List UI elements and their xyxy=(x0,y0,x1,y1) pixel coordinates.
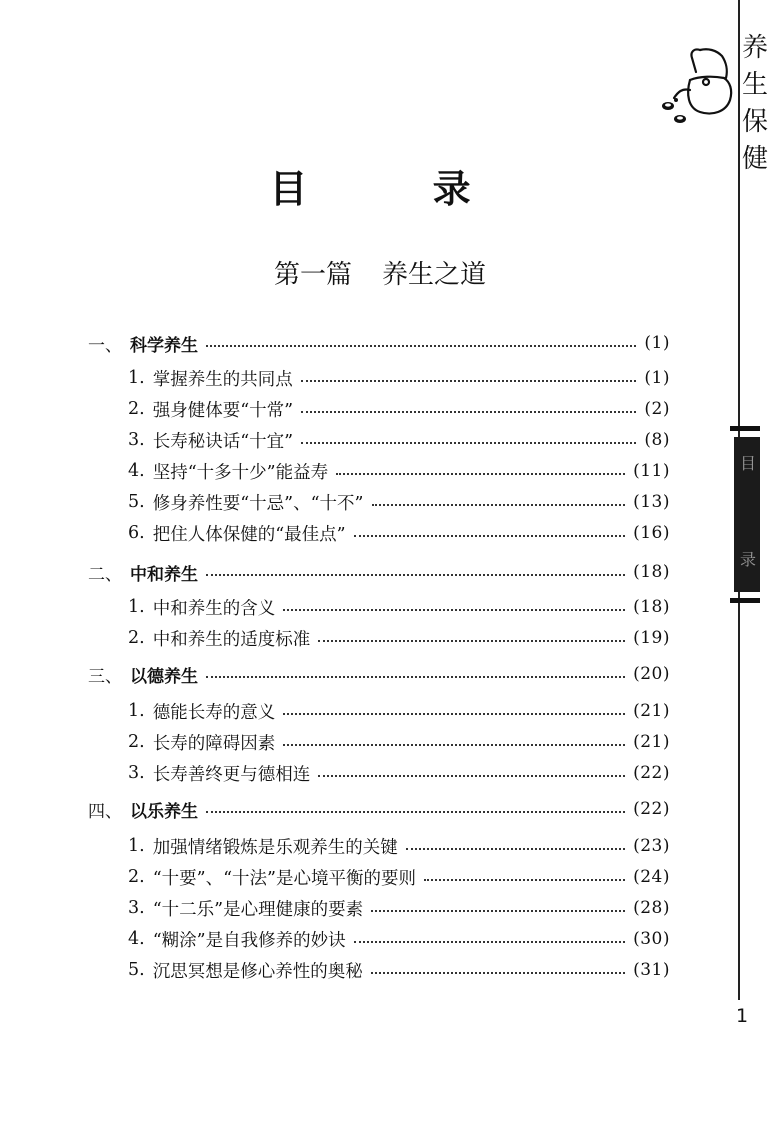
toc-entry-number: 三、 xyxy=(88,666,122,687)
toc-dot-leader xyxy=(206,345,636,347)
toc-dot-leader xyxy=(301,411,636,413)
spine-tab-char: 录 xyxy=(740,550,757,569)
spine-bar-top xyxy=(730,426,760,431)
toc-entry-title: 中和养生的适度标准 xyxy=(152,629,311,650)
toc-dot-leader xyxy=(354,941,625,943)
toc-dot-leader xyxy=(406,848,625,850)
toc-entry-number: 3. xyxy=(128,763,145,783)
toc-entry-page: (2) xyxy=(644,399,670,419)
toc-subsection-entry xyxy=(128,958,670,982)
toc-entry-page: (16) xyxy=(633,523,670,543)
toc-subsection-entry xyxy=(128,761,670,785)
toc-dot-leader xyxy=(283,609,625,611)
toc-section-entry xyxy=(88,560,670,584)
toc-dot-leader xyxy=(283,713,625,715)
toc-entry-number: 5. xyxy=(128,492,145,512)
toc-entry-page: (22) xyxy=(633,799,670,819)
toc-entry-page: (30) xyxy=(633,929,670,949)
toc-subsection-entry xyxy=(128,730,670,754)
toc-subsection-entry xyxy=(128,397,670,421)
toc-entry-title: “十要”、“十法”是心境平衡的要则 xyxy=(152,868,416,889)
toc-entry-page: (23) xyxy=(633,836,670,856)
toc-entry-number: 3. xyxy=(128,898,145,918)
toc-entry-page: (1) xyxy=(644,368,670,388)
toc-entry-title: “十二乐”是心理健康的要素 xyxy=(152,899,364,920)
toc-entry-number: 二、 xyxy=(88,564,122,585)
toc-subsection-entry xyxy=(128,490,670,514)
toc-entry-number: 2. xyxy=(128,867,145,887)
spine-bar-bottom xyxy=(730,598,760,603)
toc-dot-leader xyxy=(354,535,625,537)
teapot-illustration-icon xyxy=(660,42,736,132)
toc-entry-page: (20) xyxy=(633,664,670,684)
toc-entry-number: 2. xyxy=(128,732,145,752)
toc-subsection-entry xyxy=(128,699,670,723)
toc-entry-title: 坚持“十多十少”能益寿 xyxy=(152,462,329,483)
toc-subsection-entry xyxy=(128,459,670,483)
toc-subsection-entry xyxy=(128,927,670,951)
toc-entry-number: 1. xyxy=(128,836,145,856)
toc-entry-page: (24) xyxy=(633,867,670,887)
toc-entry-page: (21) xyxy=(633,701,670,721)
toc-entry-title: 科学养生 xyxy=(130,335,198,356)
toc-entry-title: 把住人体保健的“最佳点” xyxy=(152,524,346,545)
toc-dot-leader xyxy=(371,972,625,974)
toc-dot-leader xyxy=(371,910,625,912)
part-name: 养生之道 xyxy=(382,260,487,290)
toc-subsection-entry xyxy=(128,834,670,858)
toc-entry-title: 以德养生 xyxy=(130,666,198,687)
toc-subsection-entry xyxy=(128,626,670,650)
toc-entry-number: 6. xyxy=(128,523,145,543)
page-number: 1 xyxy=(735,1005,749,1027)
toc-entry-title: 强身健体要“十常” xyxy=(152,400,294,421)
toc-section-entry xyxy=(88,331,670,355)
toc-entry-title: 加强情绪锻炼是乐观养生的关键 xyxy=(152,837,398,858)
toc-section-entry xyxy=(88,797,670,821)
toc-dot-leader xyxy=(301,380,637,382)
toc-dot-leader xyxy=(206,574,625,576)
spine-book-title-text: 养生保健 xyxy=(742,33,768,174)
toc-entry-title: 长寿善终更与德相连 xyxy=(152,764,311,785)
toc-entry-page: (11) xyxy=(633,461,670,481)
toc-dot-leader xyxy=(318,640,625,642)
toc-entry-page: (8) xyxy=(644,430,670,450)
toc-entry-title: 长寿的障碍因素 xyxy=(152,733,276,754)
toc-dot-leader xyxy=(301,442,636,444)
toc-entry-title: 掌握养生的共同点 xyxy=(152,369,293,390)
toc-subsection-entry xyxy=(128,865,670,889)
toc-subsection-entry xyxy=(128,366,670,390)
toc-entry-number: 3. xyxy=(128,430,145,450)
toc-entry-title: “糊涂”是自我修养的妙诀 xyxy=(152,930,346,951)
toc-entry-title: 修身养性要“十忌”、“十不” xyxy=(152,493,364,514)
toc-section-entry xyxy=(88,662,670,686)
toc-subsection-entry xyxy=(128,428,670,452)
toc-entry-number: 5. xyxy=(128,960,145,980)
toc-subsection-entry xyxy=(128,896,670,920)
toc-entry-title: 德能长寿的意义 xyxy=(152,702,276,723)
toc-subsection-entry xyxy=(128,595,670,619)
toc-entry-number: 4. xyxy=(128,461,145,481)
spine-tab-char: 目 xyxy=(740,454,757,473)
toc-entry-title: 以乐养生 xyxy=(130,801,198,822)
toc-entry-number: 1. xyxy=(128,701,145,721)
toc-dot-leader xyxy=(206,676,625,678)
toc-entry-number: 四、 xyxy=(88,801,122,822)
toc-entry-page: (31) xyxy=(633,960,670,980)
toc-entry-title: 沉思冥想是修心养性的奥秘 xyxy=(152,961,363,982)
toc-entry-page: (1) xyxy=(644,333,670,353)
toc-dot-leader xyxy=(336,473,625,475)
toc-entry-number: 1. xyxy=(128,368,145,388)
toc-dot-leader xyxy=(318,775,625,777)
spine-section-tab xyxy=(734,437,760,592)
toc-entry-number: 一、 xyxy=(88,335,122,356)
page-title: 目 录 xyxy=(269,167,527,211)
toc-entry-title: 中和养生 xyxy=(130,564,198,585)
toc-entry-page: (21) xyxy=(633,732,670,752)
toc-entry-page: (18) xyxy=(633,562,670,582)
toc-entry-title: 中和养生的含义 xyxy=(152,598,276,619)
toc-entry-page: (13) xyxy=(633,492,670,512)
toc-entry-number: 2. xyxy=(128,628,145,648)
toc-entry-page: (19) xyxy=(633,628,670,648)
toc-subsection-entry xyxy=(128,521,670,545)
toc-dot-leader xyxy=(283,744,625,746)
toc-entry-page: (28) xyxy=(633,898,670,918)
toc-dot-leader xyxy=(424,879,625,881)
part-label: 第一篇 xyxy=(273,260,352,290)
toc-entry-number: 2. xyxy=(128,399,145,419)
toc-entry-page: (22) xyxy=(633,763,670,783)
spine-book-title xyxy=(742,30,768,180)
toc-dot-leader xyxy=(206,811,625,813)
toc-dot-leader xyxy=(372,504,626,506)
part-heading xyxy=(0,254,760,291)
toc-entry-page: (18) xyxy=(633,597,670,617)
toc-entry-number: 4. xyxy=(128,929,145,949)
toc-entry-number: 1. xyxy=(128,597,145,617)
toc-entry-title: 长寿秘诀话“十宜” xyxy=(152,431,294,452)
